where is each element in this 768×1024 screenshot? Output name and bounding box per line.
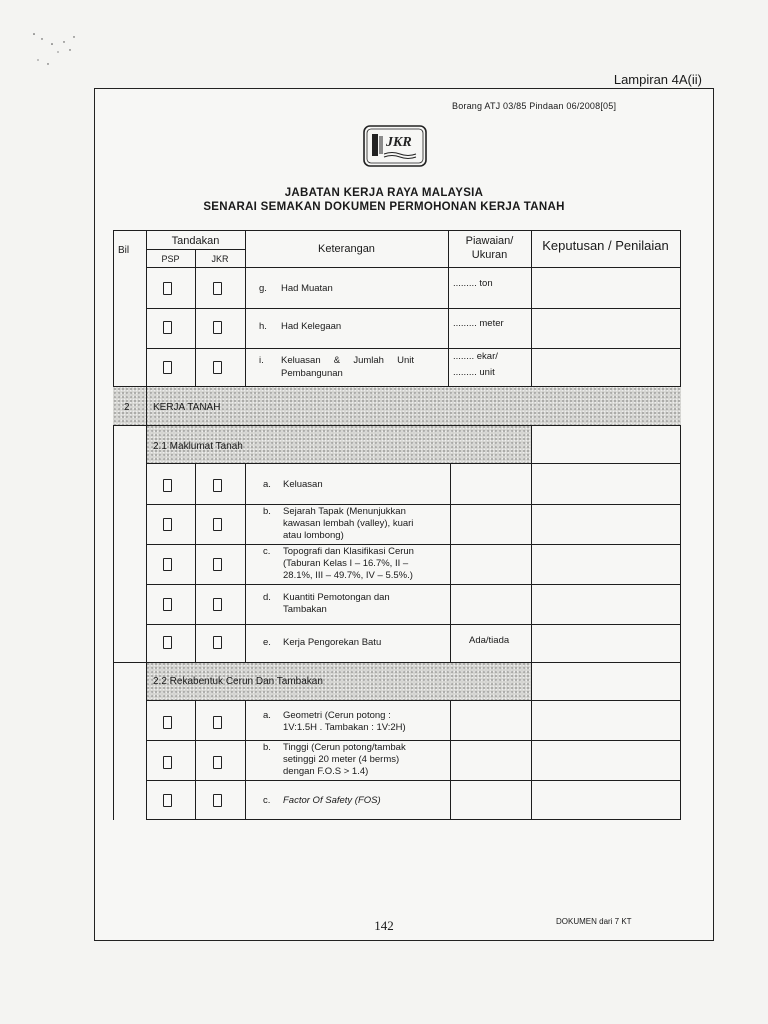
title-checklist: SENARAI SEMAKAN DOKUMEN PERMOHONAN KERJA TANAH bbox=[203, 201, 565, 213]
jkr-checkbox[interactable] bbox=[213, 479, 222, 492]
item-text: Had Muatan bbox=[281, 283, 333, 294]
item-text: Kuantiti Pemotongan dan bbox=[283, 592, 390, 603]
header-psp: PSP bbox=[161, 254, 180, 264]
item-letter: b. bbox=[263, 506, 271, 517]
item-text: atau lombong) bbox=[283, 530, 344, 541]
header-ukuran: Ukuran bbox=[471, 249, 508, 261]
measure-text: ......... meter bbox=[453, 318, 504, 329]
item-text: Tambakan bbox=[283, 604, 327, 615]
item-letter: e. bbox=[263, 637, 271, 648]
item-text: Pembangunan bbox=[281, 368, 343, 379]
psp-checkbox[interactable] bbox=[163, 756, 172, 769]
item-letter: i. bbox=[259, 355, 264, 366]
form-reference: Borang ATJ 03/85 Pindaan 06/2008[05] bbox=[452, 101, 617, 111]
subsection-title: 2.2 Rekabentuk Cerun Dan Tambakan bbox=[153, 676, 323, 687]
psp-checkbox[interactable] bbox=[163, 361, 172, 374]
jkr-checkbox[interactable] bbox=[213, 321, 222, 334]
item-text: Geometri (Cerun potong : bbox=[283, 710, 391, 721]
measure-text: ........ ekar/ bbox=[453, 351, 498, 362]
item-letter: g. bbox=[259, 283, 267, 294]
jkr-checkbox[interactable] bbox=[213, 794, 222, 807]
jkr-checkbox[interactable] bbox=[213, 636, 222, 649]
item-text: Sejarah Tapak (Menunjukkan bbox=[283, 506, 406, 517]
psp-checkbox[interactable] bbox=[163, 479, 172, 492]
item-text: Keluasan & Jumlah Unit bbox=[281, 355, 415, 366]
item-text: Topografi dan Klasifikasi Cerun bbox=[283, 546, 414, 557]
jkr-logo bbox=[362, 124, 428, 168]
psp-checkbox[interactable] bbox=[163, 558, 172, 571]
item-text: Had Kelegaan bbox=[281, 321, 342, 332]
item-text: Kerja Pengorekan Batu bbox=[283, 637, 382, 648]
header-tandakan: Tandakan bbox=[171, 235, 220, 247]
logo-text: JKR bbox=[386, 135, 412, 150]
appendix-label: Lampiran 4A(ii) bbox=[613, 72, 702, 87]
item-text: dengan F.O.S > 1.4) bbox=[283, 766, 369, 777]
jkr-checkbox[interactable] bbox=[213, 716, 222, 729]
item-text: Keluasan bbox=[283, 479, 323, 490]
jkr-checkbox[interactable] bbox=[213, 756, 222, 769]
item-letter: c. bbox=[263, 546, 271, 557]
item-text: kawasan lembah (valley), kuari bbox=[283, 518, 414, 529]
section-number: 2 bbox=[124, 402, 130, 413]
item-text: Tinggi (Cerun potong/tambak bbox=[283, 742, 406, 753]
document-note: DOKUMEN dari 7 KT bbox=[556, 917, 632, 926]
psp-checkbox[interactable] bbox=[163, 282, 172, 295]
item-text: Factor Of Safety (FOS) bbox=[283, 795, 381, 806]
item-letter: h. bbox=[259, 321, 267, 332]
item-text: 1V:1.5H . Tambakan : 1V:2H) bbox=[283, 722, 406, 733]
item-letter: a. bbox=[263, 479, 271, 490]
item-letter: b. bbox=[263, 742, 271, 753]
item-text: setinggi 20 meter (4 berms) bbox=[283, 754, 400, 765]
item-text: (Taburan Kelas I – 16.7%, II – bbox=[283, 558, 409, 569]
measure-text: ......... ton bbox=[453, 278, 493, 289]
psp-checkbox[interactable] bbox=[163, 636, 172, 649]
item-letter: c. bbox=[263, 795, 271, 806]
header-piawaian: Piawaian/ bbox=[465, 235, 514, 247]
page-number: 142 bbox=[374, 918, 394, 933]
psp-checkbox[interactable] bbox=[163, 598, 172, 611]
item-text: 28.1%, III – 49.7%, IV – 5.5%.) bbox=[283, 570, 413, 581]
psp-checkbox[interactable] bbox=[163, 321, 172, 334]
measure-text: ......... unit bbox=[453, 367, 495, 378]
header-jkr: JKR bbox=[211, 254, 229, 264]
title-department: JABATAN KERJA RAYA MALAYSIA bbox=[284, 187, 484, 199]
jkr-checkbox[interactable] bbox=[213, 282, 222, 295]
scan-specks bbox=[30, 30, 90, 80]
header-keputusan: Keputusan / Penilaian bbox=[542, 238, 669, 253]
jkr-checkbox[interactable] bbox=[213, 361, 222, 374]
subsection-title: 2.1 Maklumat Tanah bbox=[153, 441, 243, 452]
jkr-checkbox[interactable] bbox=[213, 558, 222, 571]
measure-text: Ada/tiada bbox=[469, 635, 510, 646]
jkr-checkbox[interactable] bbox=[213, 598, 222, 611]
jkr-checkbox[interactable] bbox=[213, 518, 222, 531]
item-letter: d. bbox=[263, 592, 271, 603]
psp-checkbox[interactable] bbox=[163, 794, 172, 807]
header-bil: Bil bbox=[118, 245, 130, 256]
header-keterangan: Keterangan bbox=[318, 243, 375, 255]
section-title: KERJA TANAH bbox=[153, 402, 221, 413]
item-letter: a. bbox=[263, 710, 271, 721]
psp-checkbox[interactable] bbox=[163, 518, 172, 531]
psp-checkbox[interactable] bbox=[163, 716, 172, 729]
